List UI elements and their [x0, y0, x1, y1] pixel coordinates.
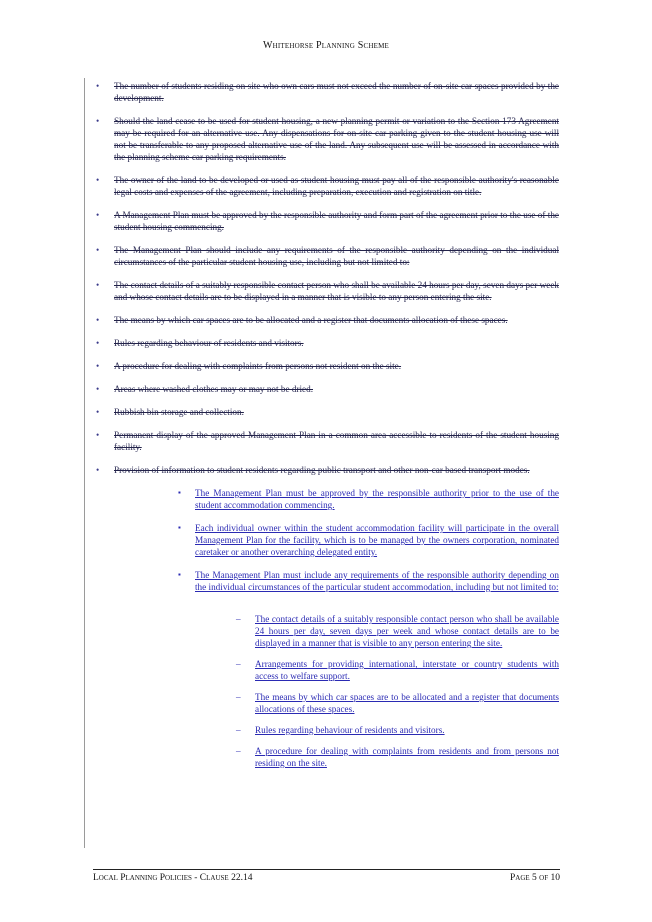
footer-clause: Local Planning Policies - Clause 22.14	[93, 873, 253, 883]
bullet-icon: •	[96, 407, 100, 417]
bullet-icon: •	[96, 315, 100, 325]
deleted-item: • The Management Plan should include any requirements of the responsible authority depending on the individual circumstances of the particular student housing use, including but not limited to:	[96, 245, 559, 267]
deleted-item: • Areas where washed clothes may or may not be dried.	[96, 384, 313, 394]
inserted-subitem: – Rules regarding behaviour of residents and visitors.	[236, 725, 445, 735]
square-bullet-icon: ▪	[178, 570, 181, 579]
deleted-item: • Rubbish bin storage and collection.	[96, 407, 244, 417]
inserted-item: ▪ The Management Plan must include any requirements of the responsible authority depending on the individual circumstances of the particular student accommodation, including but not limited to:	[178, 570, 559, 592]
dash-bullet-icon: –	[236, 659, 241, 669]
inserted-subitem: – Arrangements for providing international, interstate or country students with access to welfare support.	[236, 659, 559, 681]
deleted-item: • The number of students residing on site who own cars must not exceed the number of on-site car spaces provided by the development.	[96, 81, 559, 103]
bullet-icon: •	[96, 430, 100, 440]
inserted-subitem: – The contact details of a suitably responsible contact person who shall be available 24 hours per day, seven days per week and whose contact details are to be displayed in a manner that is visible to any person entering the site.	[236, 614, 559, 648]
page-header: Whitehorse Planning Scheme	[262, 40, 390, 51]
bullet-icon: •	[96, 280, 100, 290]
inserted-item: ▪ The Management Plan must be approved by the responsible authority prior to the use of the student accommodation commencing.	[178, 488, 559, 510]
bullet-icon: •	[96, 465, 100, 475]
inserted-subitem: – A procedure for dealing with complaints from residents and from persons not residing on the site.	[236, 746, 559, 768]
inserted-subitem: – The means by which car spaces are to be allocated and a register that documents allocations of these spaces.	[236, 692, 559, 714]
dash-bullet-icon: –	[236, 725, 241, 735]
deleted-item: • Rules regarding behaviour of residents and visitors.	[96, 338, 304, 348]
deleted-item: • Should the land cease to be used for student housing, a new planning permit or variation to the Section 173 Agreement may be required for an alternative use. Any dispensations for on-site car parking given to the student housing use will not be transferable to any proposed alternative use of the land. Any subsequent use will be assessed in accordance with the planning scheme car parking requirements.	[96, 116, 559, 162]
deleted-item: • Provision of information to student residents regarding public transport and other non-car based transport modes.	[96, 465, 530, 475]
bullet-icon: •	[96, 245, 100, 255]
bullet-icon: •	[96, 81, 100, 91]
bullet-icon: •	[96, 361, 100, 371]
deleted-item: • The contact details of a suitably responsible contact person who shall be available 24 hours per day, seven days per week and whose contact details are to be displayed in a manner that is visible to any person entering the site.	[96, 280, 559, 302]
square-bullet-icon: ▪	[178, 523, 181, 532]
deleted-item: • Permanent display of the approved Management Plan in a common area accessible to residents of the student housing facility.	[96, 430, 559, 452]
inserted-item: ▪ Each individual owner within the student accommodation facility will participate in the overall Management Plan for the facility, which is to be managed by the owners corporation, nominated caretaker or another overarching delegated entity.	[178, 523, 559, 557]
bullet-icon: •	[96, 116, 100, 126]
deleted-item: • The owner of the land to be developed or used as student housing must pay all of the responsible authority's reasonable legal costs and expenses of the agreement, including preparation, execution and registration on title.	[96, 175, 559, 197]
dash-bullet-icon: –	[236, 746, 241, 756]
deleted-item: • A procedure for dealing with complaints from persons not resident on the site.	[96, 361, 402, 371]
bullet-icon: •	[96, 338, 100, 348]
change-bar	[84, 78, 85, 848]
square-bullet-icon: ▪	[178, 488, 181, 497]
deleted-list	[96, 80, 559, 476]
inserted-sublist	[236, 613, 559, 769]
document-body	[96, 80, 559, 778]
footer-page-number: Page 5 of 10	[510, 873, 560, 883]
bullet-icon: •	[96, 384, 100, 394]
deleted-item: • A Management Plan must be approved by the responsible authority and form part of the agreement prior to the use of the student housing commencing.	[96, 210, 559, 232]
dash-bullet-icon: –	[236, 614, 241, 624]
inserted-list	[178, 487, 559, 593]
dash-bullet-icon: –	[236, 692, 241, 702]
deleted-item: • The means by which car spaces are to be allocated and a register that documents allocation of these spaces.	[96, 315, 508, 325]
bullet-icon: •	[96, 175, 100, 185]
footer-divider	[93, 869, 560, 870]
bullet-icon: •	[96, 210, 100, 220]
